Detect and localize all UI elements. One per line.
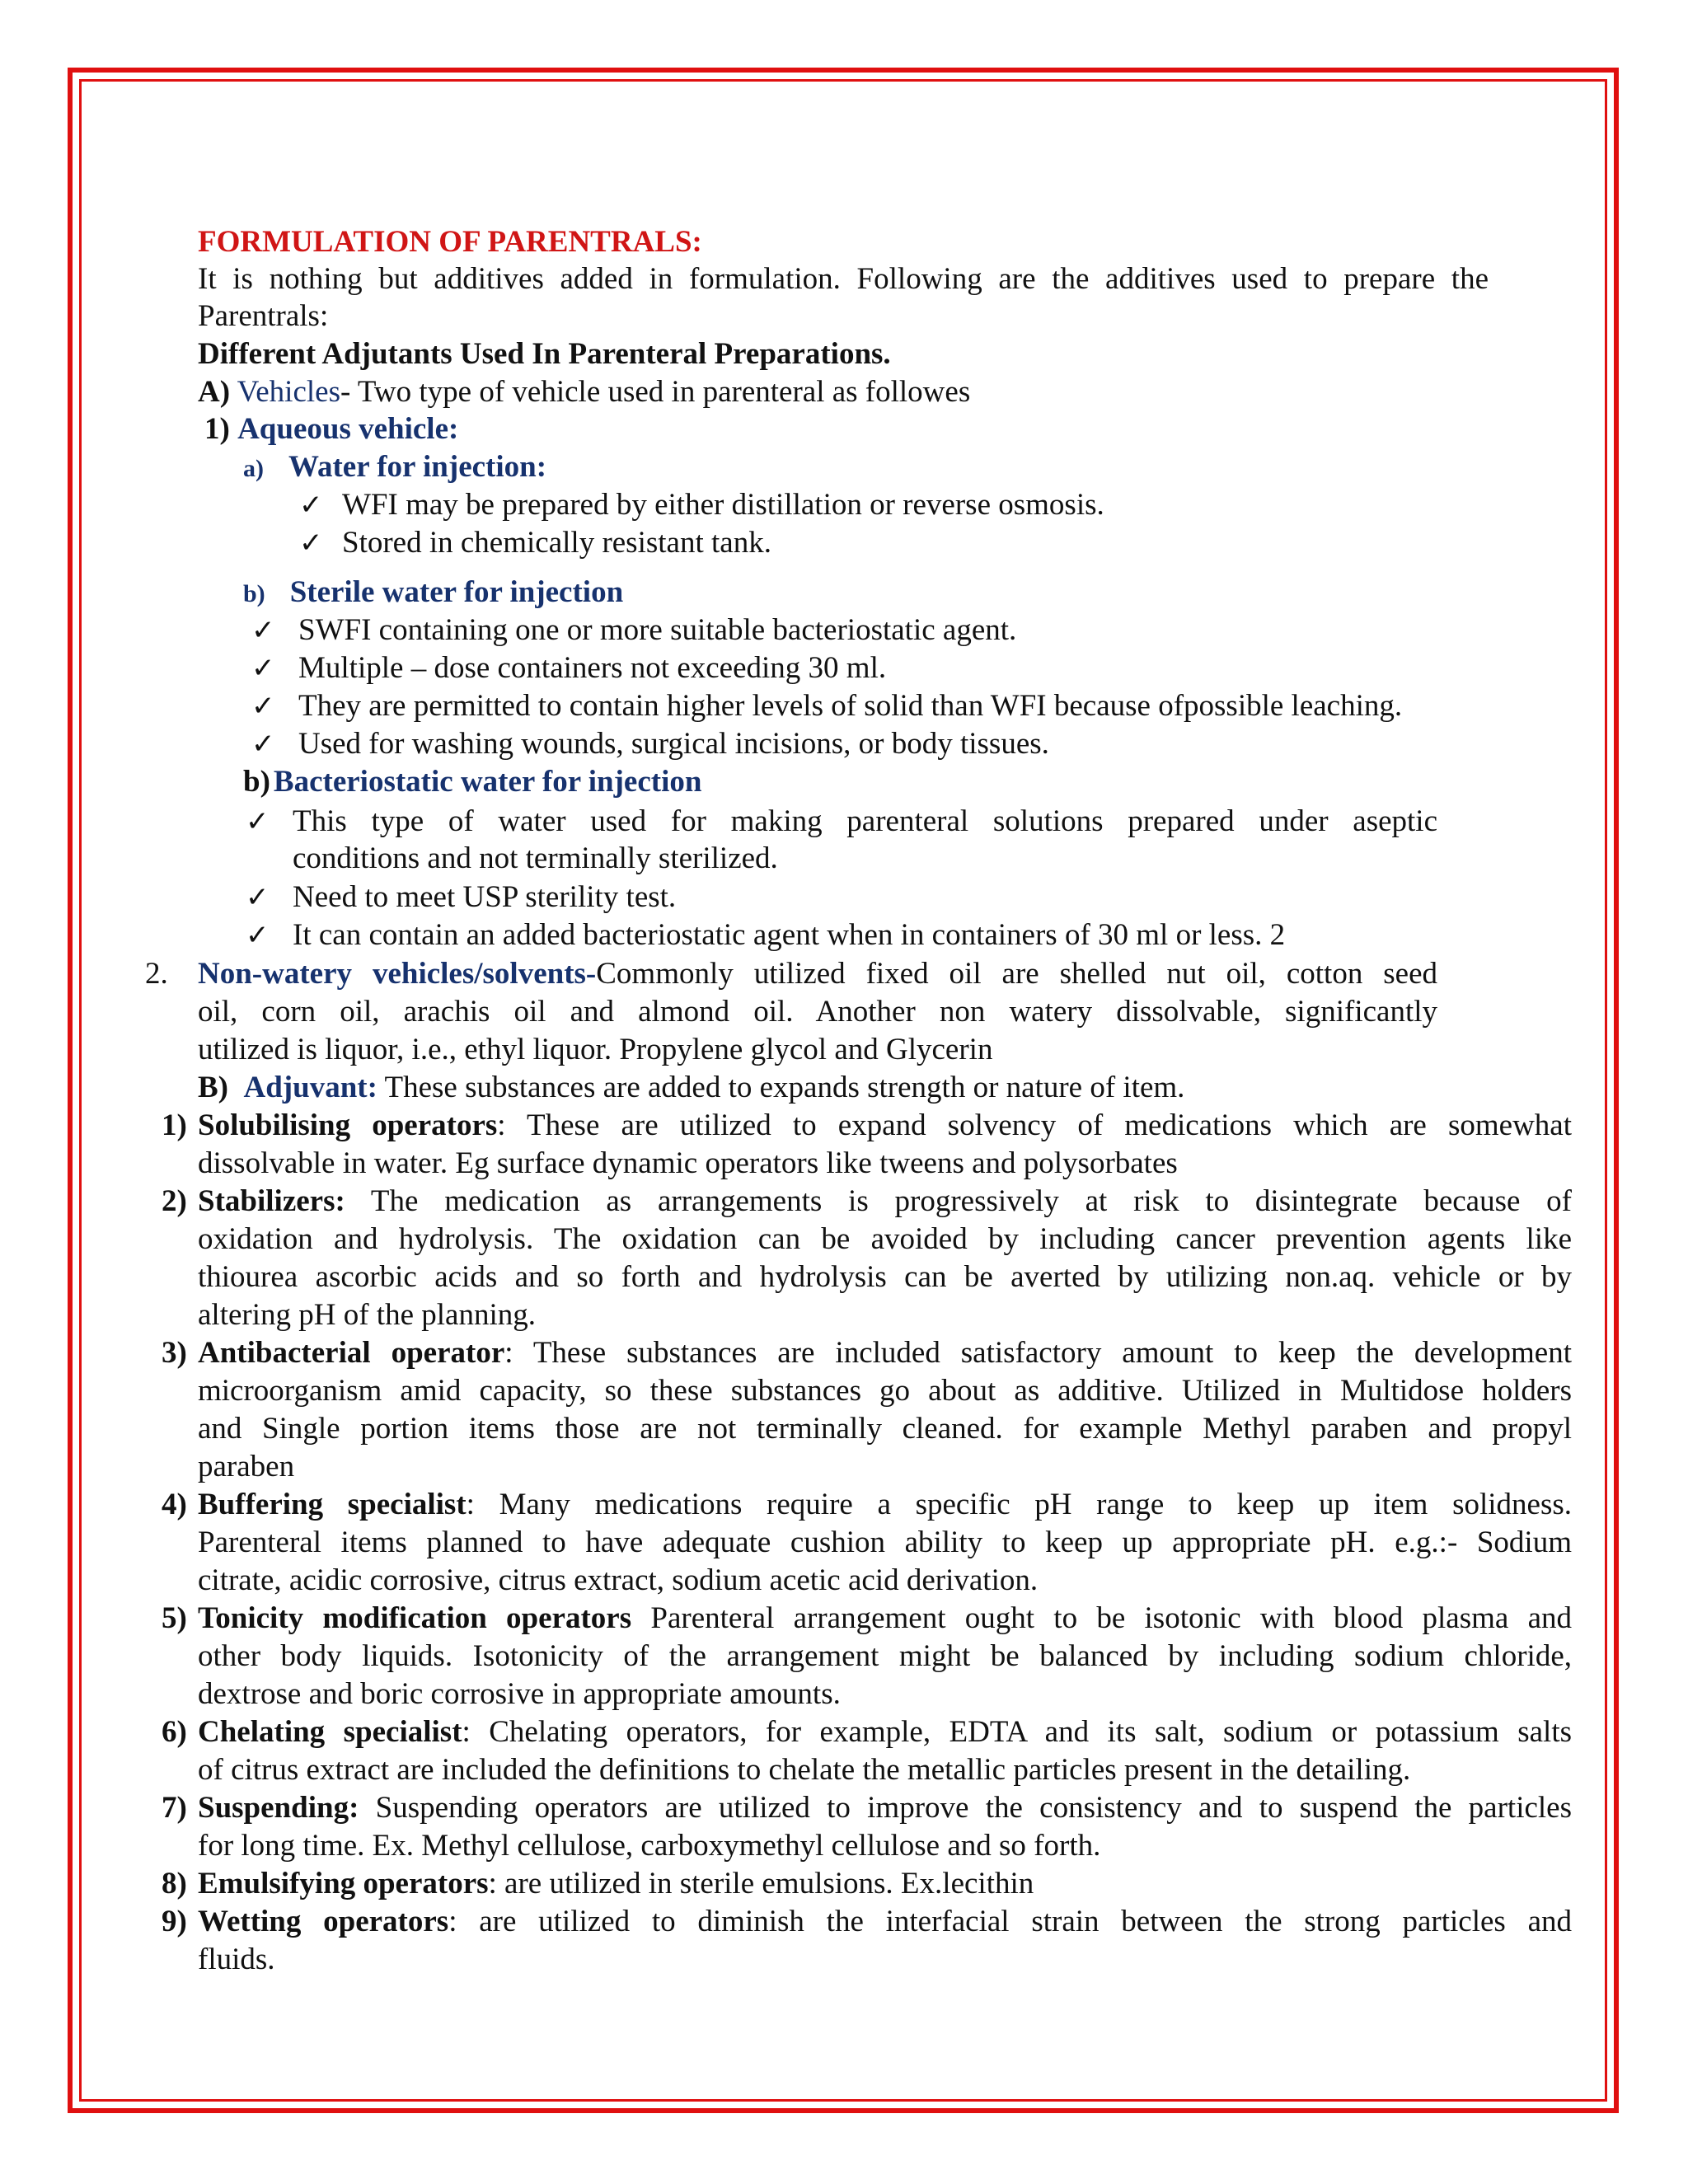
section-b-marker: B) — [198, 1071, 228, 1104]
nonwatery-line-1 — [198, 956, 1437, 992]
adjuvant-item — [198, 1714, 1572, 1750]
check-icon: ✓ — [251, 690, 275, 723]
adjuvant-text: and Single portion items those are not terminally cleaned. for example Methyl paraben and propyl — [198, 1412, 1572, 1446]
nonwatery-line-3: utilized is liquor, i.e., ethyl liquor. Propylene glycol and Glycerin — [198, 1033, 993, 1066]
adjuvant-text: dextrose and boric corrosive in appropriate amounts. — [198, 1677, 841, 1711]
adjuvant-item — [198, 1335, 1572, 1371]
adjuvant-text: : These are utilized to expand solvency of medications which are somewhat — [497, 1108, 1572, 1142]
swfi-heading — [243, 574, 623, 612]
adjuvant-term: Stabilizers: — [198, 1184, 345, 1218]
intro-line-2: Parentrals: — [198, 299, 329, 333]
adjuvant-number: 1) — [162, 1108, 187, 1142]
wfi-heading — [243, 449, 546, 487]
adjuvant-item — [198, 1108, 1572, 1144]
section-b — [198, 1070, 1184, 1106]
check-icon: ✓ — [251, 728, 275, 761]
bwfi-item-1-cont: conditions and not terminally sterilized. — [293, 841, 778, 875]
adjuvant-text: of citrus extract are included the definitions to chelate the metallic particles present in the detailing. — [198, 1753, 1411, 1787]
wfi-item-2: Stored in chemically resistant tank. — [342, 526, 771, 560]
wfi-marker: a) — [243, 455, 264, 482]
aqueous-heading — [204, 411, 458, 448]
adjuvant-number: 2) — [162, 1184, 187, 1218]
adjuvant-text: dissolvable in water. Eg surface dynamic operators like tweens and polysorbates — [198, 1146, 1178, 1180]
swfi-item-1: SWFI containing one or more suitable bacteriostatic agent. — [298, 613, 1017, 647]
nonwatery-label: Non-watery vehicles/solvents- — [198, 957, 597, 991]
swfi-item-3: They are permitted to contain higher levels of solid than WFI because ofpossible leaching. — [298, 689, 1403, 723]
bwfi-label: Bacteriostatic water for injection — [273, 765, 702, 799]
section-a — [198, 374, 970, 410]
adjuvant-term: Chelating specialist — [198, 1715, 462, 1749]
section-a-text: - Two type of vehicle used in parenteral as followes — [340, 375, 971, 409]
adjuvant-item — [198, 1601, 1572, 1637]
adjuvant-text: : Chelating operators, for example, EDTA and its salt, sodium or potassium salts — [462, 1715, 1572, 1749]
adjuvant-text: citrate, acidic corrosive, citrus extract, sodium acetic acid derivation. — [198, 1563, 1039, 1597]
swfi-item-2: Multiple – dose containers not exceeding 30 ml. — [298, 651, 887, 685]
aqueous-label: Aqueous vehicle: — [237, 412, 459, 446]
swfi-item-4: Used for washing wounds, surgical incisions, or body tissues. — [298, 727, 1049, 761]
adjuvant-number: 7) — [162, 1791, 187, 1825]
section-b-name: Adjuvant: — [243, 1071, 377, 1104]
adjuvant-item — [198, 1904, 1572, 1940]
adjuvant-text: fluids. — [198, 1943, 275, 1976]
adjuvant-text: Parenteral items planned to have adequate cushion ability to keep up appropriate pH. e.g.:- Sodium — [198, 1526, 1572, 1559]
adjuvant-term: Emulsifying operators — [198, 1867, 489, 1900]
check-icon: ✓ — [251, 652, 275, 685]
adjuvant-number: 5) — [162, 1601, 187, 1635]
aqueous-marker: 1) — [204, 412, 230, 446]
adjuvant-text: : are utilized to diminish the interfacial strain between the strong particles and — [448, 1905, 1572, 1938]
bwfi-item-1: This type of water used for making parenteral solutions prepared under aseptic — [293, 804, 1437, 838]
adjuvant-term: Antibacterial operator — [198, 1336, 505, 1370]
adjuvant-term: Buffering specialist — [198, 1488, 467, 1521]
bwfi-item-3: It can contain an added bacteriostatic agent when in containers of 30 ml or less. 2 — [293, 918, 1286, 952]
adjuvant-item — [198, 1487, 1572, 1523]
check-icon: ✓ — [299, 489, 323, 522]
section-b-text: These substances are added to expands strength or nature of item. — [377, 1071, 1185, 1104]
section-heading: Different Adjutants Used In Parenteral Preparations. — [198, 337, 891, 371]
adjuvant-item — [198, 1866, 1034, 1902]
swfi-marker: b) — [243, 580, 265, 607]
intro-line-1: It is nothing but additives added in formulation. Following are the additives used to prepare the — [198, 262, 1489, 296]
wfi-label: Water for injection: — [288, 450, 547, 484]
check-icon: ✓ — [246, 919, 270, 952]
adjuvant-text: : are utilized in sterile emulsions. Ex.lecithin — [488, 1867, 1034, 1900]
check-icon: ✓ — [251, 614, 275, 647]
bwfi-item-2: Need to meet USP sterility test. — [293, 880, 677, 914]
adjuvant-text: Parenteral arrangement ought to be isotonic with blood plasma and — [631, 1601, 1572, 1635]
adjuvant-item — [198, 1183, 1572, 1220]
adjuvant-text: microorganism amid capacity, so these substances go about as additive. Utilized in Multidose holders — [198, 1374, 1572, 1408]
adjuvant-number: 3) — [162, 1336, 187, 1370]
adjuvant-number: 8) — [162, 1867, 187, 1900]
check-icon: ✓ — [246, 805, 270, 838]
bwfi-heading — [243, 764, 701, 800]
adjuvant-number: 9) — [162, 1905, 187, 1938]
check-icon: ✓ — [299, 527, 323, 560]
document-title: FORMULATION OF PARENTRALS: — [198, 225, 702, 259]
adjuvant-text: for long time. Ex. Methyl cellulose, carboxymethyl cellulose and so forth. — [198, 1829, 1101, 1863]
adjuvant-text: oxidation and hydrolysis. The oxidation can be avoided by including cancer prevention agents like — [198, 1222, 1572, 1256]
adjuvant-text: Suspending operators are utilized to improve the consistency and to suspend the particles — [359, 1791, 1572, 1825]
section-a-name: Vehicles — [237, 375, 340, 409]
adjuvant-term: Solubilising operators — [198, 1108, 498, 1142]
adjuvant-number: 6) — [162, 1715, 187, 1749]
adjuvant-text: thiourea ascorbic acids and so forth and hydrolysis can be averted by utilizing non.aq. vehicle or by — [198, 1260, 1572, 1294]
adjuvant-text: other body liquids. Isotonicity of the arrangement might be balanced by including sodium chloride, — [198, 1639, 1572, 1673]
check-icon: ✓ — [246, 881, 270, 914]
swfi-label: Sterile water for injection — [289, 575, 624, 609]
adjuvant-term: Wetting operators — [198, 1905, 449, 1938]
bwfi-marker: b) — [243, 765, 270, 799]
adjuvant-item — [198, 1790, 1572, 1826]
wfi-item-1: WFI may be prepared by either distillation or reverse osmosis. — [342, 488, 1104, 522]
adjuvant-text: The medication as arrangements is progressively at risk to disintegrate because of — [345, 1184, 1572, 1218]
adjuvant-text: paraben — [198, 1450, 295, 1483]
nonwatery-line-2: oil, corn oil, arachis oil and almond oil. Another non watery dissolvable, significantly — [198, 995, 1437, 1029]
section-a-marker: A) — [198, 375, 231, 409]
adjuvant-text: : Many medications require a specific pH range to keep up item solidness. — [466, 1488, 1572, 1521]
adjuvant-term: Suspending: — [198, 1791, 359, 1825]
adjuvant-text: : These substances are included satisfactory amount to keep the development — [504, 1336, 1572, 1370]
adjuvant-text: altering pH of the planning. — [198, 1298, 536, 1332]
adjuvant-number: 4) — [162, 1488, 187, 1521]
adjuvant-term: Tonicity modification operators — [198, 1601, 632, 1635]
nonwatery-marker: 2. — [145, 957, 168, 991]
nonwatery-text: Commonly utilized fixed oil are shelled nut oil, cotton seed — [596, 957, 1437, 991]
